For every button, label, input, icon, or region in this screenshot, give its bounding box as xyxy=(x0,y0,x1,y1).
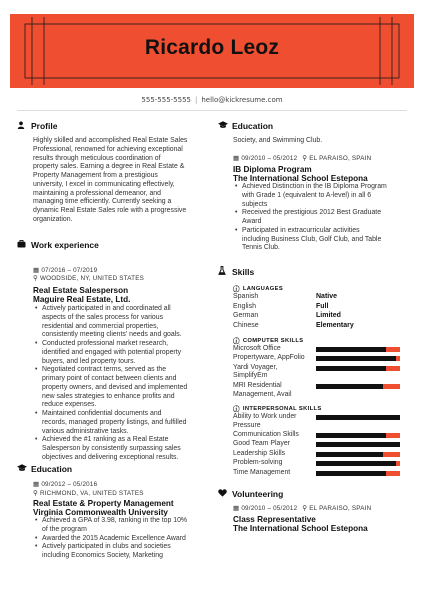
bullet-line: Tennis Club. xyxy=(242,244,280,252)
bullet-line: including Business Club, Golf Club, and Table xyxy=(242,235,382,243)
education-left-title: Education xyxy=(31,464,73,474)
skill-level-bar xyxy=(316,356,400,361)
calendar-icon: ▦ xyxy=(233,155,240,162)
education-left-bullets xyxy=(33,517,228,561)
volunteering-meta: ▦ 09/2010 – 05/2012 ⚲ EL PARAISO, SPAIN xyxy=(233,505,372,512)
bullet-line: identified and engaged with potential property xyxy=(42,348,182,356)
language-name: Spanish xyxy=(233,293,259,300)
header-divider xyxy=(17,110,407,111)
email[interactable]: hello@kickresume.com xyxy=(201,96,283,104)
info-circle-icon: ⓘ xyxy=(233,406,240,413)
bullet-item xyxy=(233,209,418,227)
bullet-line: • Achieved Distinction in the IB Diploma Program xyxy=(242,183,387,190)
skill-level-remainder xyxy=(386,433,400,438)
profile-summary xyxy=(33,137,223,225)
skill-level-remainder xyxy=(386,347,400,352)
bullet-line: subjects xyxy=(242,200,268,208)
bullet-line: • Negotiated contract terms, served as the xyxy=(42,366,167,374)
education-right-school: The International School Estepona xyxy=(233,174,368,183)
skill-name: Ability to Work under xyxy=(233,413,297,420)
profile-line: property sales. Earning a degree in Real Estate & xyxy=(33,163,185,171)
bullet-item xyxy=(33,305,228,340)
profile-line: university, I excel in communicating effectively, xyxy=(33,180,175,188)
map-pin-icon: ⚲ xyxy=(33,490,38,497)
contact-line xyxy=(0,96,424,104)
skill-level-remainder xyxy=(396,356,400,361)
graduation-cap-icon xyxy=(218,121,232,131)
skill-level-remainder xyxy=(383,452,400,457)
skill-level-bar xyxy=(316,384,400,389)
profile-line: organization. xyxy=(33,215,73,223)
language-level: Limited xyxy=(316,312,341,319)
profile-title: Profile xyxy=(31,121,58,131)
skill-name: Microsoft Office xyxy=(233,345,281,352)
bullet-line: • Received the prestigious 2012 Best Graduate xyxy=(242,209,382,217)
map-pin-icon: ⚲ xyxy=(302,505,308,512)
bullet-item xyxy=(33,366,228,410)
language-name: English xyxy=(233,302,256,310)
education-right-meta: ▦ 09/2010 – 05/2012 ⚲ EL PARAISO, SPAIN xyxy=(233,155,372,162)
contact-separator: | xyxy=(195,96,198,104)
bullet-item xyxy=(33,410,228,436)
work-location: ⚲ WOODSIDE, NY, UNITED STATES xyxy=(33,275,145,282)
info-circle-icon: ⓘ xyxy=(233,286,240,293)
calendar-icon: ▦ xyxy=(233,505,240,512)
work-company: Maguire Real Estate, Ltd. xyxy=(33,295,131,304)
skills-heading xyxy=(218,266,254,277)
skill-level-remainder xyxy=(383,384,400,389)
skill-row xyxy=(233,413,413,431)
skill-row xyxy=(233,440,413,449)
profile-line: Property Management from a prestigious xyxy=(33,172,158,179)
bullet-line: • Participated in extracurricular activities xyxy=(242,226,360,234)
skill-level-bar xyxy=(316,366,400,371)
education-left-location: ⚲ RICHMOND, VA, UNITED STATES xyxy=(33,490,144,497)
work-dates: 07/2016 – 07/2019 xyxy=(41,267,98,274)
computer-skills-subheading: ⓘ COMPUTER SKILLS xyxy=(233,337,304,345)
skill-name: Management, Avail xyxy=(233,390,292,398)
bullet-line: property owners, and devised and implemented xyxy=(42,383,188,391)
work-heading xyxy=(17,240,99,250)
bullet-item xyxy=(33,517,228,535)
bullet-line: including Economics Society, Marketing xyxy=(42,552,163,559)
education-right-degree: IB Diploma Program xyxy=(233,165,312,174)
skill-row xyxy=(233,345,413,354)
skill-name: Yardi Voyager, xyxy=(233,363,278,371)
skill-name: Pressure xyxy=(233,421,261,429)
bullet-item xyxy=(33,340,228,366)
bullet-line: new sales strategies to enhance profits and xyxy=(42,392,175,400)
skill-name: Leadership Skills xyxy=(233,449,286,457)
bullet-line: various administrative tasks. xyxy=(42,427,129,435)
calendar-icon: ▦ xyxy=(33,267,40,274)
phone[interactable]: 555-555-5555 xyxy=(141,96,191,104)
briefcase-icon xyxy=(17,240,31,250)
profile-line: managing time efficiently. Currently seeking a xyxy=(33,198,172,206)
bullet-line: with Grade 1 (equivalent to A-level) in all 6 xyxy=(242,191,372,199)
education-right-title: Education xyxy=(232,121,274,131)
bullet-item xyxy=(33,436,228,462)
skill-level-bar xyxy=(316,433,400,438)
calendar-icon: ▦ xyxy=(33,481,40,488)
work-meta xyxy=(33,267,97,275)
profile-heading xyxy=(17,121,57,131)
map-pin-icon: ⚲ xyxy=(33,275,38,282)
volunteering-role: Class Representative xyxy=(233,515,316,524)
skill-row xyxy=(233,459,413,468)
profile-line: results through meticulous coordination of xyxy=(33,154,161,162)
bullet-line: of the program xyxy=(42,525,87,533)
education-left-dates: ▦ 09/2012 – 05/2016 xyxy=(33,481,98,488)
bullet-line: • Achieved the #1 ranking as a Real Estate xyxy=(42,436,169,444)
education-left-heading xyxy=(17,464,72,474)
bullet-line: records, managed property listings, and fulfilled xyxy=(42,418,187,426)
skill-row xyxy=(233,382,413,400)
heart-icon xyxy=(218,489,232,499)
skill-level-bar xyxy=(316,452,400,457)
language-level: Elementary xyxy=(316,321,354,329)
bullet-line: residential and commercial properties, xyxy=(42,322,159,330)
profile-line: maintaining a professional demeanor, and xyxy=(33,189,161,197)
bullet-line: Salesperson by consistently surpassing sales xyxy=(42,445,181,452)
skill-row xyxy=(233,354,413,363)
skill-name: Time Management xyxy=(233,468,291,476)
language-name: Chinese xyxy=(233,321,259,329)
volunteering-org: The International School Estepona xyxy=(233,524,368,533)
education-left-degree: Real Estate & Property Management xyxy=(33,499,174,508)
work-bullets xyxy=(33,305,228,463)
skill-level-bar xyxy=(316,347,400,352)
language-level: Native xyxy=(316,293,338,300)
volunteering-heading xyxy=(218,489,283,499)
skill-name: MRI Residential xyxy=(233,381,282,389)
bullet-item xyxy=(33,535,228,544)
person-icon xyxy=(17,121,31,131)
skill-row xyxy=(233,431,413,440)
flask-icon xyxy=(218,266,232,277)
bullet-line: • Conducted professional market research, xyxy=(42,340,169,347)
skill-row xyxy=(233,364,413,382)
bullet-line: consistently meeting clients' needs and goals. xyxy=(42,331,182,339)
skill-level-remainder xyxy=(386,366,400,371)
bullet-line: Award xyxy=(242,218,262,225)
skill-level-bar xyxy=(316,471,400,476)
bullet-line: objectives and delivering exceptional results. xyxy=(42,453,179,461)
interpersonal-skills-subheading: ⓘ INTERPERSONAL SKILLS xyxy=(233,405,322,413)
header-band xyxy=(10,14,414,88)
education-left-school: Virginia Commonwealth University xyxy=(33,508,168,517)
bullet-item xyxy=(233,183,418,209)
bullet-line: • Actively participated in clubs and societies xyxy=(42,543,171,551)
bullet-line: • Achieved a GPA of 3.98, ranking in the top 10% xyxy=(42,517,188,524)
skill-level-bar xyxy=(316,442,400,447)
education-continued: Society, and Swimming Club. xyxy=(233,137,323,144)
skill-level-bar xyxy=(316,461,400,466)
volunteering-title: Volunteering xyxy=(232,489,284,499)
skill-row xyxy=(233,469,413,478)
education-right-heading xyxy=(218,121,273,131)
info-circle-icon: ⓘ xyxy=(233,338,240,345)
work-title: Work experience xyxy=(31,240,99,250)
bullet-item xyxy=(33,543,228,561)
profile-line: Professional, renowned for achieving exceptional xyxy=(33,145,183,153)
education-right-bullets xyxy=(233,183,418,253)
bullet-line: • Maintained confidential documents and xyxy=(42,410,162,417)
skill-name: SimplifyEm xyxy=(233,372,268,380)
skill-name: Problem-solving xyxy=(233,459,283,467)
resume-name: Ricardo Leoz xyxy=(144,36,280,59)
language-name: German xyxy=(233,312,259,319)
skill-level-bar xyxy=(316,415,400,420)
skill-name: Good Team Player xyxy=(233,440,290,448)
graduation-cap-icon xyxy=(17,464,31,474)
profile-line: Highly skilled and accomplished Real Estate Sales xyxy=(33,137,188,144)
profile-line: dynamic Real Estate Sales role with a progressive xyxy=(33,207,187,214)
skill-level-remainder xyxy=(396,461,400,466)
bullet-item xyxy=(233,227,418,253)
skill-level-remainder xyxy=(386,471,400,476)
skill-row xyxy=(233,450,413,459)
skills-title: Skills xyxy=(232,266,255,277)
skill-name: Communication Skills xyxy=(233,431,299,439)
bullet-line: aspects of the sales process for various xyxy=(42,313,164,321)
map-pin-icon: ⚲ xyxy=(302,155,308,162)
skill-name: Propertyware, AppFolio xyxy=(233,354,305,362)
bullet-line: primary point of contact between clients and xyxy=(42,375,177,382)
work-position: Real Estate Salesperson xyxy=(33,286,129,295)
bullet-line: buyers, and led property tours. xyxy=(42,357,136,365)
bullet-line: reduce expenses. xyxy=(42,401,97,409)
languages-subheading: ⓘ LANGUAGES xyxy=(233,285,284,293)
language-level: Full xyxy=(316,302,329,310)
bullet-line: • Actively participated in and coordinated all xyxy=(42,305,171,312)
bullet-line: • Awarded the 2015 Academic Excellence Award xyxy=(42,534,186,542)
